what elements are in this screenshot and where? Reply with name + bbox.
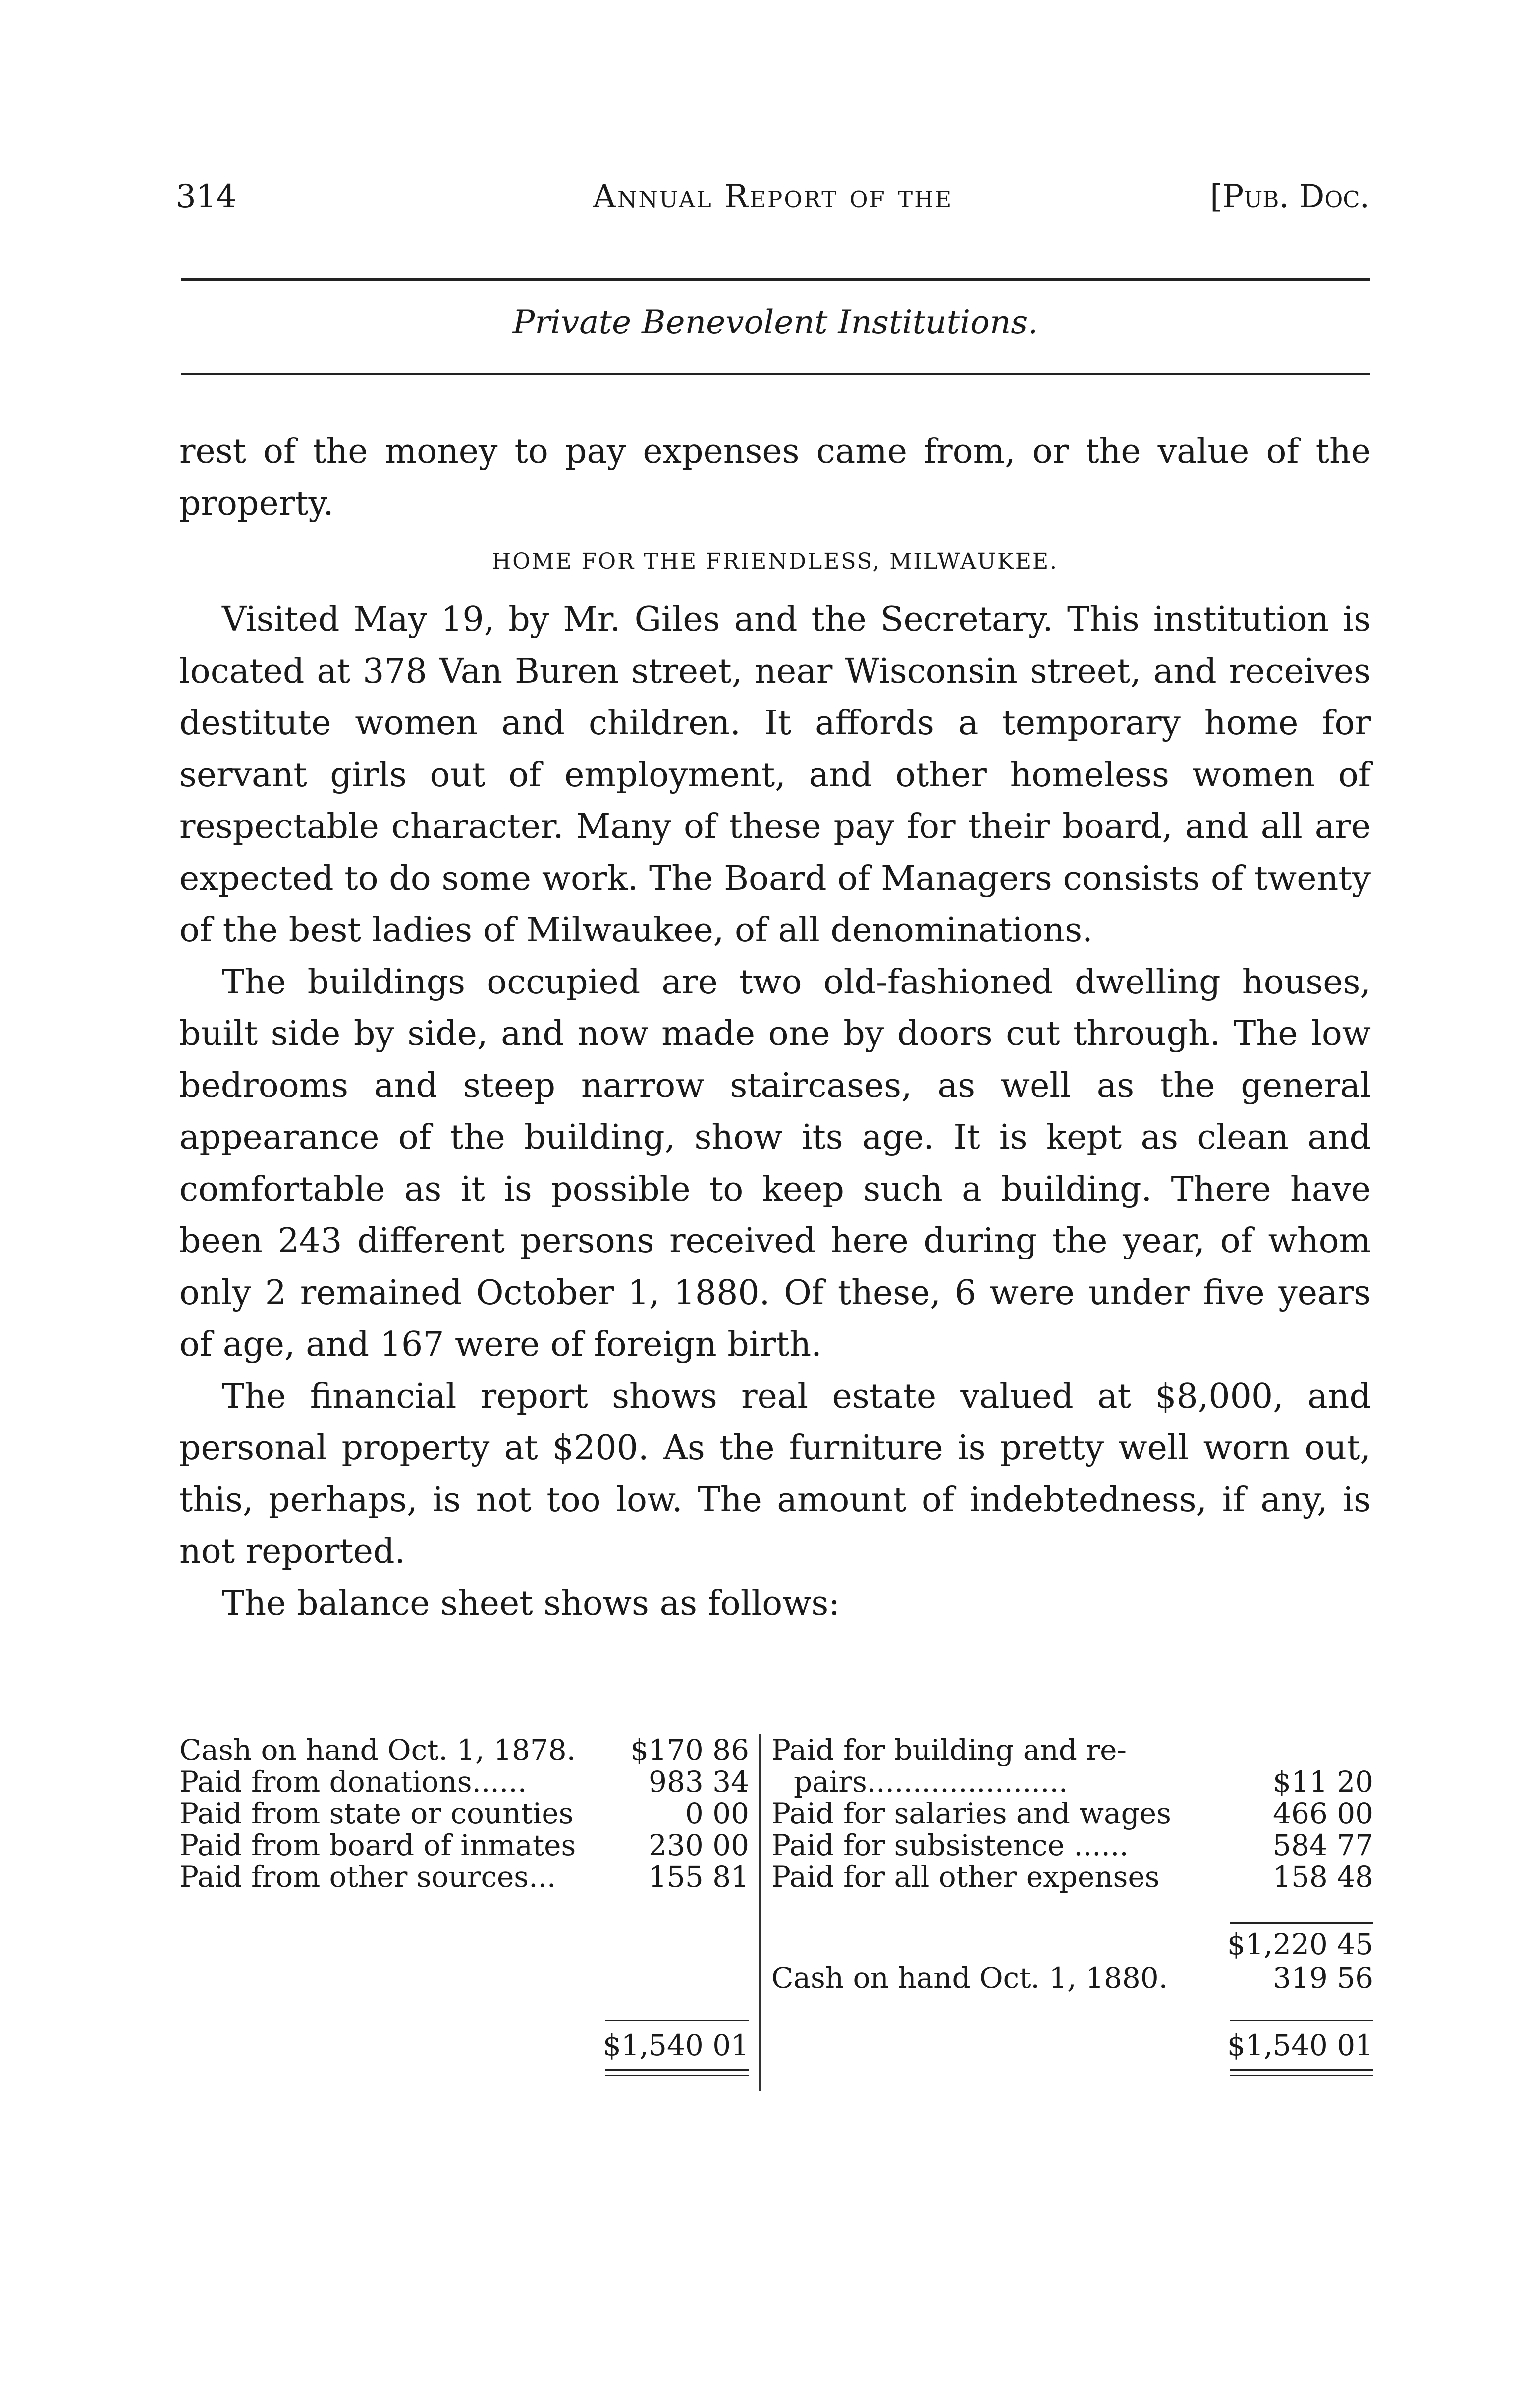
body-text	[179, 426, 1371, 1630]
receipt-row: Paid from state or counties 0 00	[179, 1797, 749, 1830]
cash-on-hand-label: Cash on hand Oct. 1, 1880.	[771, 1961, 1168, 1995]
doc-label: [Pub. Doc.	[1210, 178, 1370, 215]
page-number: 314	[176, 178, 237, 215]
balance-sheet	[179, 1734, 1373, 2091]
expenses-subtotal-row	[771, 1928, 1373, 1960]
expenses-subtotal: $1,220 45	[1227, 1927, 1373, 1961]
column-divider	[759, 1734, 761, 2091]
expenses-total: $1,540 01	[1227, 2028, 1373, 2062]
subtitle-rule	[181, 373, 1370, 375]
expense-row: Paid for salaries and wages 466 00	[771, 1797, 1373, 1830]
expense-row: Paid for subsistence ...... 584 77	[771, 1828, 1373, 1862]
section-subtitle: Private Benevolent Institutions.	[512, 303, 1038, 341]
expenses-subtotal-rule	[1230, 1922, 1373, 1924]
running-title: Annual Report of the	[593, 178, 953, 215]
receipts-total-row	[179, 2029, 749, 2061]
page-header	[176, 178, 1370, 233]
expense-row: pairs...................... $11 20	[794, 1765, 1373, 1799]
receipts-double-rule	[605, 2069, 749, 2076]
header-rule	[181, 278, 1370, 281]
expenses-total-row	[771, 2029, 1373, 2061]
receipts-total: $1,540 01	[602, 2028, 749, 2062]
paragraph-balance-intro: The balance sheet shows as follows:	[222, 1584, 840, 1623]
receipt-row: Paid from board of inmates 230 00	[179, 1828, 749, 1862]
receipts-sum-rule	[605, 2020, 749, 2021]
receipt-row: Paid from other sources... 155 81	[179, 1860, 749, 1894]
paragraph-buildings: The buildings occupied are two old-fashioned dwelling houses, built side by side, and now made one by doors cut through. The low bedrooms and steep narrow staircases, as well as the general appearance of the building, show its age. It is kept as clean and comfortable as it is possible to keep such a building. There have been 243 different persons received here during the year, of whom only 2 remained October 1, 1880. Of these, 6 were under five years of age, and 167 were of foreign birth.	[179, 962, 1371, 1364]
section-heading: HOME FOR THE FRIENDLESS, MILWAUKEE.	[491, 549, 1059, 574]
receipt-row: Paid from donations...... 983 34	[179, 1765, 749, 1799]
expense-row: Paid for building and re-	[771, 1733, 1127, 1767]
expenses-sum-rule	[1230, 2020, 1373, 2021]
receipt-row: Cash on hand Oct. 1, 1878. $170 86	[179, 1733, 749, 1767]
paragraph-financial: The financial report shows real estate valued at $8,000, and personal property at $200. As the furniture is pretty well worn out, this, perhaps, is not too low. The amount of indebtedness, if any, is not reported.	[179, 1376, 1371, 1571]
expense-row: Paid for all other expenses 158 48	[771, 1860, 1373, 1894]
receipts-column	[179, 1733, 749, 2062]
paragraph-visit: Visited May 19, by Mr. Giles and the Secretary. This institution is located at 378 Van Buren street, near Wisconsin street, and receives destitute women and children. It affords a temporary home for servant girls out of employment, and other homeless women of respectable character. Many of these pay for their board, and all are expected to do some work. The Board of Managers consists of twenty of the best ladies of Milwaukee, of all denominations.	[179, 600, 1371, 950]
expenses-double-rule	[1230, 2069, 1373, 2076]
paragraph-continuation: rest of the money to pay expenses came from, or the value of the property.	[179, 432, 1371, 523]
expenses-column	[771, 1733, 1373, 2062]
cash-on-hand-row	[771, 1962, 1373, 1994]
cash-on-hand-amount: 319 56	[1273, 1961, 1373, 1995]
